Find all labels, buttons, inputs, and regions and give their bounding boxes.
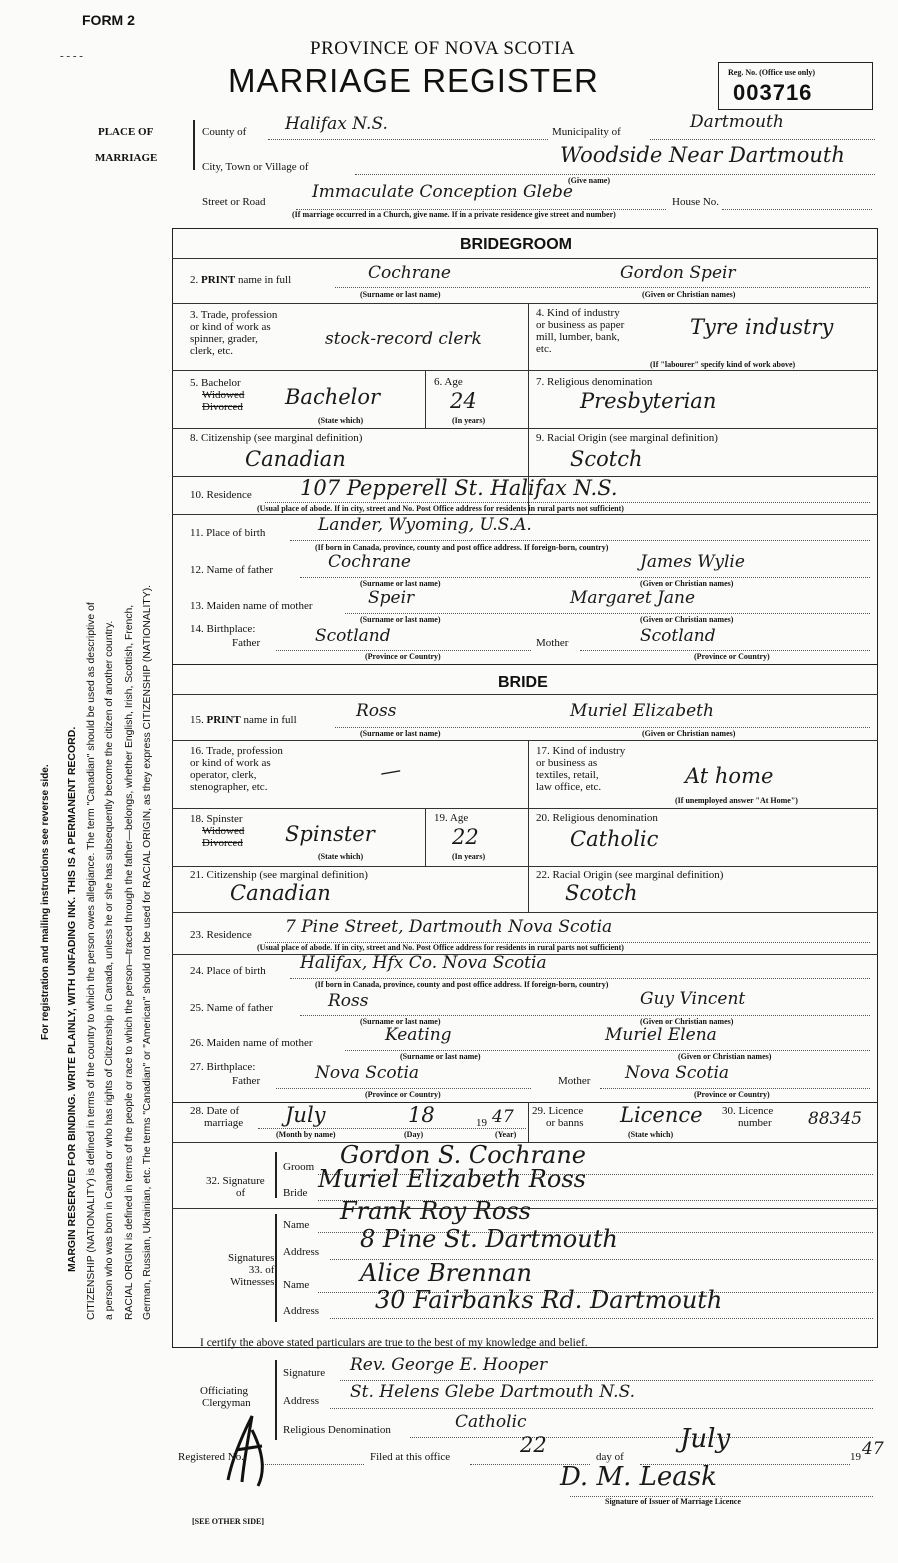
label-line: of [236,1187,246,1199]
bride-surname: Ross [356,701,397,721]
label-line: Witnesses [230,1276,275,1288]
bride-industry-label [536,745,625,793]
bride-status: Spinster [285,822,375,846]
day-cap: (Day) [404,1130,424,1139]
street-value: Immaculate Conception Glebe [312,182,573,202]
page-title: MARRIAGE REGISTER [228,62,599,99]
bride-industry: At home [685,764,774,788]
groom-citizenship-label: 8. Citizenship (see marginal definition) [190,432,363,444]
city-value: Woodside Near Dartmouth [560,143,845,167]
groom-residence-label: 10. Residence [190,489,252,501]
issuer-signature-cap: Signature of Issuer of Marriage Licence [605,1497,741,1506]
label-line: or business as [536,757,598,769]
groom-industry: Tyre industry [690,315,834,339]
bride-surname-cap: (Surname or last name) [360,729,441,738]
marriage-day: 18 [408,1103,435,1127]
label-line: Widowed [202,825,245,837]
groom-mother-birthplace: Scotland [640,626,716,646]
filed-month: July [680,1424,731,1454]
label-line: 5. Bachelor [190,377,241,389]
bride-mother-surname-cap: (Surname or last name) [400,1052,481,1061]
w2-address-label: Address [283,1305,320,1317]
bride-residence: 7 Pine Street, Dartmouth Nova Scotia [285,917,613,937]
filed-label: Filed at this office [370,1451,451,1463]
w2-name-label: Name [283,1279,310,1291]
clergy-address: St. Helens Glebe Dartmouth N.S. [350,1382,636,1402]
label-line: 17. Kind of industry [536,745,626,757]
bride-father-given-cap: (Given or Christian names) [640,1017,734,1026]
bride-father-bp-cap: (Province or Country) [365,1090,441,1099]
witness2-name: Alice Brennan [360,1259,532,1287]
bride-residence-label: 23. Residence [190,929,252,941]
city-label: City, Town or Village of [202,161,309,173]
label-line: 28. Date of [190,1105,240,1117]
groom-father-word: Father [232,637,261,649]
groom-father-label: 12. Name of father [190,564,274,576]
groom-birth-label: 11. Place of birth [190,527,266,539]
w1-address-label: Address [283,1246,320,1258]
groom-age: 24 [450,389,477,413]
clergy-sig-label: Signature [283,1367,326,1379]
side-note-citizenship-2: a person who was born in Canada or who has rights of Citizenship in Canada, unless he or she has subsequently become the citizen of another country. [104,620,115,1320]
see-other-side: [SEE OTHER SIDE] [192,1517,265,1526]
bride-racial: Scotch [565,881,638,905]
bride-birth: Halifax, Hfx Co. Nova Scotia [300,953,547,973]
marriage-year: 47 [492,1107,514,1127]
registrar-scribble [222,1410,274,1490]
label-line: or kind of work as [190,321,271,333]
place-label-a: PLACE OF [98,126,154,138]
mother-surname-cap: (Surname or last name) [360,615,441,624]
filed-day: 22 [520,1433,547,1457]
bride-birth-label: 24. Place of birth [190,965,266,977]
bride-mother-bp-cap: (Province or Country) [694,1090,770,1099]
groom-industry-note: (If "labourer" specify kind of work above) [650,360,796,369]
label-line: etc. [536,343,552,355]
label-line: or banns [546,1117,584,1129]
groom-mother-label: 13. Maiden name of mother [190,600,313,612]
registered-label: Registered No. [178,1451,244,1463]
bride-racial-label: 22. Racial Origin (see marginal definition) [536,869,724,881]
licence-cap: (State which) [628,1130,674,1139]
bride-age-label: 19. Age [434,812,469,824]
bride-given-names: Muriel Elizabeth [570,701,714,721]
groom-industry-label [536,307,624,355]
father-given-cap: (Given or Christian names) [640,579,734,588]
filed-year-prefix: 19 [850,1451,861,1463]
bride-name-label [190,715,297,726]
licence-label [532,1105,584,1129]
groom-status-label [190,377,244,413]
side-note-binding: MARGIN RESERVED FOR BINDING. WRITE PLAINLY, WITH UNFADING INK. THIS IS A PERMANENT RECORD. [66,726,78,1272]
groom-age-label: 6. Age [434,376,463,388]
marriage-date-label [190,1105,243,1129]
groom-birth: Lander, Wyoming, U.S.A. [318,515,532,535]
reg-number: 003716 [733,80,813,105]
label-line: 4. Kind of industry [536,307,620,319]
clergy-denomination-label: Religious Denomination [283,1424,391,1436]
groom-racial: Scotch [570,447,643,471]
mother-given-cap: (Given or Christian names) [640,615,734,624]
label-line: 29. Licence [532,1105,584,1117]
place-bracket [193,120,195,170]
groom-father-surname: Cochrane [328,552,411,572]
side-note-racial-1: RACIAL ORIGIN is defined in terms of the people or race to which the person—traced through the father—belongs, whether English, Irish, Scottish, French, [124,604,135,1320]
bride-residence-cap: (Usual place of abode. If in city, street and No. Post Office address for residents in rural parts not sufficient) [257,943,624,952]
issuer-signature: D. M. Leask [560,1462,717,1492]
bride-mother-given: Muriel Elena [605,1025,717,1045]
bride-religion-label: 20. Religious denomination [536,812,658,824]
bride-mother-label: 26. Maiden name of mother [190,1037,313,1049]
side-note-instructions: For registration and mailing instructions see reverse side. [40,764,51,1040]
label-line: Officiating [200,1385,249,1397]
label-line: number [738,1117,772,1129]
county-value: Halifax N.S. [285,114,388,134]
groom-sig-label: Groom [283,1161,315,1173]
house-label: House No. [672,196,720,208]
certify-text: I certify the above stated particulars are true to the best of my knowledge and belief. [200,1337,588,1349]
label-line: 16. Trade, profession [190,745,283,757]
label-line: stenographer, etc. [190,781,268,793]
binding-dashes: - - - - [60,50,83,62]
groom-name-label-text: 2. PRINT name in full [190,274,292,286]
label-line: Divorced [202,837,243,849]
groom-mother-word: Mother [536,637,569,649]
groom-status-cap: (State which) [318,416,364,425]
bride-father-word: Father [232,1075,261,1087]
label-line: 3. Trade, profession [190,309,278,321]
groom-mother-surname: Speir [368,588,415,608]
label-line: Widowed [202,389,245,401]
reg-number-label: Reg. No. (Office use only) [728,68,816,77]
groom-birthplace-label: 14. Birthplace: [190,623,256,635]
bride-mother-surname: Keating [385,1025,452,1045]
clergy-signature: Rev. George E. Hooper [350,1355,548,1375]
label-line: 18. Spinster [190,813,243,825]
municipality-value: Dartmouth [690,112,784,132]
bride-age-cap: (In years) [452,852,486,861]
bride-status-cap: (State which) [318,852,364,861]
groom-trade-label [190,309,277,357]
groom-status: Bachelor [285,385,381,409]
bride-mother-birthplace: Nova Scotia [625,1063,730,1083]
witness1-name: Frank Roy Ross [340,1197,531,1225]
bride-status-label [190,813,244,849]
bride-birth-cap: (If born in Canada, province, county and post office address. If foreign-born, country) [315,980,609,989]
place-note: (If marriage occurred in a Church, give name. If in a private residence give street and number) [292,210,616,219]
signature-of-label [206,1175,265,1199]
licence-number: 88345 [808,1109,863,1129]
label-line: 32. Signature [206,1175,265,1187]
groom-mother-bp-cap: (Province or Country) [694,652,770,661]
bride-heading: BRIDE [498,674,548,691]
bridegroom-heading: BRIDEGROOM [460,236,572,253]
clergy-denomination: Catholic [455,1412,527,1432]
label-line: law office, etc. [536,781,602,793]
side-note-racial-2: German, Russian, Ukrainian, etc. The terms "Canadian" or "American" should not be used for RACIAL ORIGIN, as they express CITIZENSHIP (NATIONALITY). [142,584,153,1320]
w1-name-label: Name [283,1219,310,1231]
label-line: mill, lumber, bank, [536,331,620,343]
groom-father-birthplace: Scotland [315,626,391,646]
bride-religion: Catholic [570,827,659,851]
groom-residence-cap: (Usual place of abode. If in city, street and No. Post Office address for residents in rural parts not sufficient) [257,504,624,513]
bride-trade: — [378,757,403,785]
groom-surname-cap: (Surname or last name) [360,290,441,299]
bride-mother-given-cap: (Given or Christian names) [678,1052,772,1061]
label-line: Signatures [228,1252,275,1264]
year-cap: (Year) [495,1130,517,1139]
label-line: operator, clerk, [190,769,257,781]
label-line: clerk, etc. [190,345,234,357]
form-label: FORM 2 [82,12,135,28]
groom-citizenship: Canadian [245,447,346,471]
groom-father-bp-cap: (Province or Country) [365,652,441,661]
municipality-label: Municipality of [552,126,621,138]
bride-given-cap: (Given or Christian names) [642,729,736,738]
bride-trade-label [190,745,283,793]
father-surname-cap: (Surname or last name) [360,579,441,588]
clergyman-label [200,1385,251,1409]
clergy-address-label: Address [283,1395,320,1407]
label-line: marriage [204,1117,244,1129]
groom-signature: Gordon S. Cochrane [340,1141,586,1169]
groom-birth-cap: (If born in Canada, province, county and post office address. If foreign-born, country) [315,543,609,552]
bride-father-surname-cap: (Surname or last name) [360,1017,441,1026]
county-label: County of [202,126,247,138]
witness1-address: 8 Pine St. Dartmouth [360,1225,618,1253]
bride-father-birthplace: Nova Scotia [315,1063,420,1083]
groom-father-given: James Wylie [640,552,745,572]
marriage-month: July [285,1103,326,1127]
place-label-b: MARRIAGE [95,152,158,164]
groom-surname: Cochrane [368,263,451,283]
groom-given-names: Gordon Speir [620,263,736,283]
licence-number-label [722,1105,773,1129]
filed-year: 47 [862,1439,884,1459]
groom-name-label [190,275,291,286]
bride-signature: Muriel Elizabeth Ross [318,1165,586,1193]
label-line: spinner, grader, [190,333,258,345]
province-heading: PROVINCE OF NOVA SCOTIA [310,38,576,59]
witness2-address: 30 Fairbanks Rd. Dartmouth [375,1286,723,1314]
groom-age-cap: (In years) [452,416,486,425]
city-note: (Give name) [568,176,610,185]
bride-mother-word: Mother [558,1075,591,1087]
day-of-label: day of [596,1451,624,1463]
label-line: or business as paper [536,319,625,331]
bride-industry-note: (If unemployed answer "At Home") [675,796,798,805]
side-note-citizenship-1: CITIZENSHIP (NATIONALITY) is defined in terms of the country to which the person owes allegiance. The term "Canadian" should be used as descriptive of [86,602,97,1320]
groom-given-cap: (Given or Christian names) [642,290,736,299]
groom-trade: stock-record clerk [325,329,482,349]
bride-father-given: Guy Vincent [640,989,746,1009]
label-line: Clergyman [202,1397,251,1409]
groom-religion: Presbyterian [580,389,717,413]
bride-sig-label: Bride [283,1187,308,1199]
bride-father-surname: Ross [328,991,369,1011]
street-label: Street or Road [202,196,266,208]
witnesses-label [176,1252,274,1288]
label-line: textiles, retail, [536,769,599,781]
bride-father-label: 25. Name of father [190,1002,274,1014]
bride-birthplace-label: 27. Birthplace: [190,1061,256,1073]
label-line: 30. Licence [722,1105,774,1117]
bride-name-label-text: 15. PRINT name in full [190,714,297,726]
bride-citizenship-label: 21. Citizenship (see marginal definition) [190,869,368,881]
groom-residence: 107 Pepperell St. Halifax N.S. [300,476,618,500]
licence-type: Licence [620,1103,703,1127]
label-line: or kind of work as [190,757,271,769]
label-line: Divorced [202,401,243,413]
marriage-year-prefix: 19 [476,1117,487,1129]
groom-mother-given: Margaret Jane [570,588,696,608]
bride-age: 22 [452,825,479,849]
groom-racial-label: 9. Racial Origin (see marginal definition) [536,432,718,444]
month-cap: (Month by name) [276,1130,336,1139]
groom-religion-label: 7. Religious denomination [536,376,653,388]
bride-citizenship: Canadian [230,881,331,905]
label-line: 33. of [248,1264,275,1276]
